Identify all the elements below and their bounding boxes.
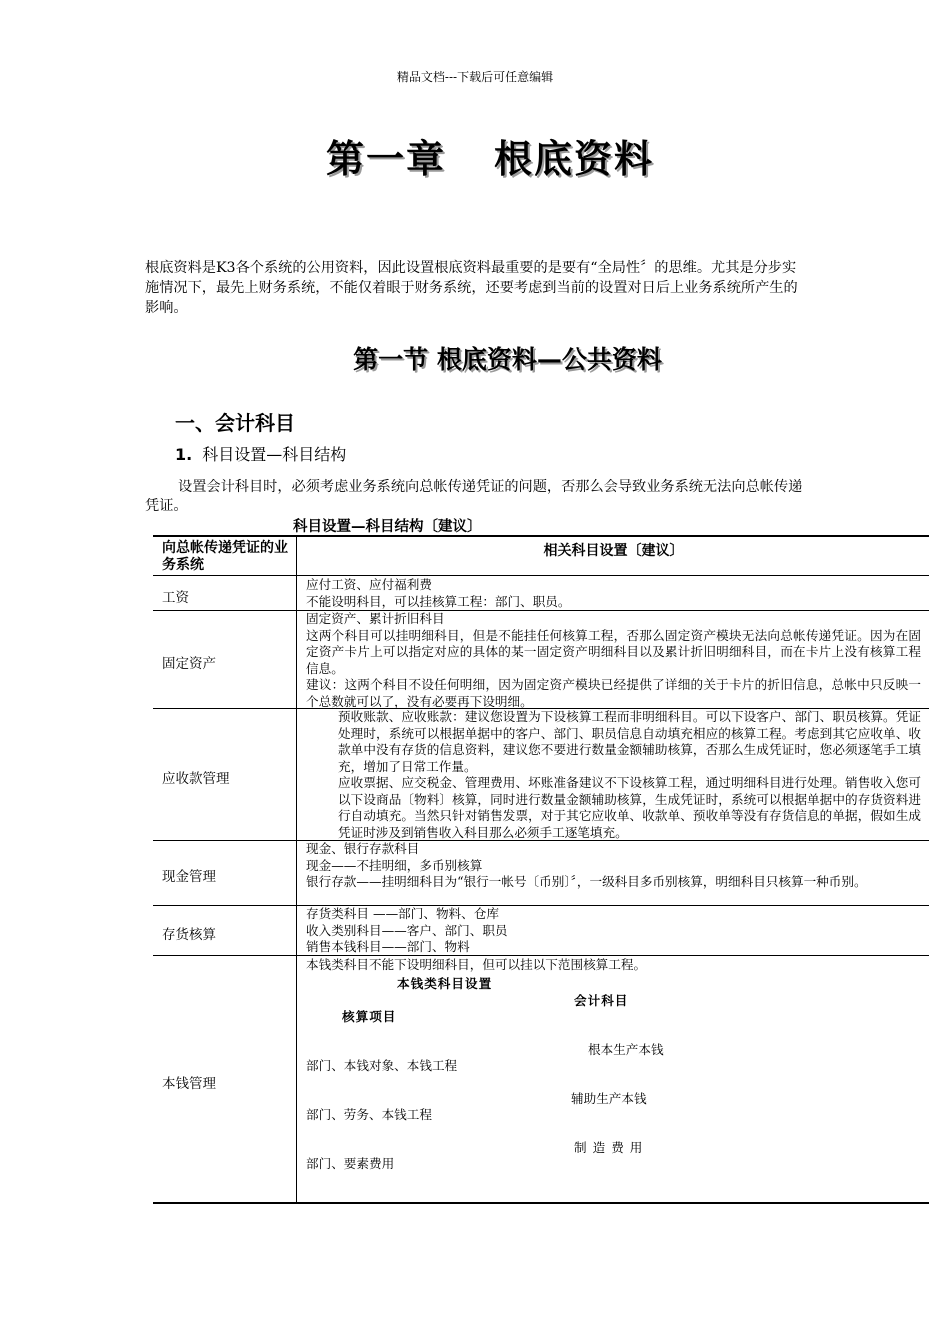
row-content-cost: 本钱类科目不能下设明细科目，但可以挂以下范围核算工程。 <box>306 957 647 972</box>
intro-paragraph: 根底资料是K3各个系统的公用资料，因此设置根底资料最重要的是要有“全局性〞的思维。尤其是分步实施情况下，最先上财务系统，不能仅着眼于财务系统，还要考虑到当前的设置对日后上业务系统所产生的影响。 <box>145 260 798 316</box>
row-category-cost: 本钱管理 <box>162 1076 216 1092</box>
heading-text: 科目设置—科目结构 <box>202 445 347 464</box>
inner-account-aux-production: 辅助生产本钱 <box>571 1091 647 1106</box>
row-category-fixed-assets: 固定资产 <box>162 656 216 672</box>
row-content-receivables: 预收账款、应收账款：建议您设置为下设核算工程而非明细科目。可以下设客户、部门、职员核算。凭证处理时，系统可以根据单据中的客户、部门、职员信息自动填充相应的核算工程。考虑到其它应收单、收款单中没有存货的信息资料，建议您不要进行数量金额辅助核算，否那么生成凭证时，您必须逐笔手工填充，增加了日常工作量。 应收票据、应交税金、管理费用、坏账准备建议不下设核算工程，通过明细科目进行处理。销售收入您可以下设商品〔物料〕核算，同时进行数量金额辅助核算，生成凭证时，系统可以根据单据中的存货资料进行自动填充。当然只针对销售发票，对于其它应收单、收款单、预收单等没有存货信息的单据，假如生成凭证时涉及到销售收入科目那么必须手工逐笔填充。 <box>338 709 921 840</box>
row-divider <box>153 575 929 576</box>
header-subject-settings: 相关科目设置〔建议〕 <box>543 543 684 559</box>
row-category-inventory: 存货核算 <box>162 927 216 943</box>
row-content-inventory: 存货类科目 ——部门、物料、仓库 收入类别科目——客户、部门、职员 销售本钱科目——部门、物料 <box>306 906 508 954</box>
header-business-system: 向总帐传递凭证的业务系统 <box>162 540 288 573</box>
chapter-title <box>0 128 950 183</box>
subject-settings-table <box>153 535 929 1204</box>
inner-account-basic-production: 根本生产本钱 <box>588 1042 664 1057</box>
row-category-receivables: 应收款管理 <box>162 771 230 787</box>
inner-col-account: 会计科目 <box>574 993 629 1008</box>
chapter-number: 第一章 <box>325 137 446 181</box>
row-content-salary: 应付工资、应付福利费 不能设明科目，可以挂核算工程：部门、职员。 <box>306 577 571 609</box>
row-divider <box>153 955 929 956</box>
inner-col-items: 核算项目 <box>342 1009 397 1024</box>
table-top-border <box>153 535 929 537</box>
chapter-name: 根底资料 <box>494 137 655 181</box>
inner-table-title: 本钱类科目设置 <box>397 976 493 991</box>
body-paragraph <box>145 478 810 516</box>
table-caption: 科目设置—科目结构〔建议〕 <box>293 519 482 535</box>
section-title: 第一节 根底资料—公共资料 <box>353 345 662 374</box>
row-category-salary: 工资 <box>162 590 189 606</box>
inner-items-manufacturing: 部门、要素费用 <box>306 1156 395 1171</box>
row-content-fixed-assets: 固定资产、累计折旧科目 这两个科目可以挂明细科目，但是不能挂任何核算工程，否那么固定资产模块无法向总帐传递凭证。因为在固定资产卡片上可以指定对应的具体的某一固定资产明细科目以及累计折旧明细科目，而在卡片上没有核算工程信息。 建议：这两个科目不设任何明细，因为固定资产模块已经提供了详细的关于卡片的折旧信息，总帐中只反映一个总数就可以了，没有必要再下设明细。 <box>306 611 921 709</box>
heading-subject-structure <box>175 442 346 465</box>
row-content-cash: 现金、银行存款科目 现金——不挂明细，多币别核算 银行存款——挂明细科目为“银行一帐号〔币别〕〞，一级科目多币别核算，明细科目只核算一种币别。 <box>306 841 867 889</box>
inner-account-manufacturing: 制造费用 <box>574 1140 649 1155</box>
inner-items-aux-production: 部门、劳务、本钱工程 <box>306 1107 432 1122</box>
body-paragraph-text: 设置会计科目时，必须考虑业务系统向总帐传递凭证的问题，否那么会导致业务系统无法向总帐传递凭证。 <box>145 479 803 514</box>
table-bottom-border <box>153 1202 929 1204</box>
row-category-cash: 现金管理 <box>162 869 216 885</box>
header-note: 精品文档---下载后可任意编辑 <box>396 70 554 84</box>
heading-number: 1. <box>175 445 193 464</box>
inner-items-basic-production: 部门、本钱对象、本钱工程 <box>306 1058 458 1073</box>
heading-accounting-subjects: 一、会计科目 <box>175 411 295 435</box>
table-column-divider <box>296 535 297 1204</box>
